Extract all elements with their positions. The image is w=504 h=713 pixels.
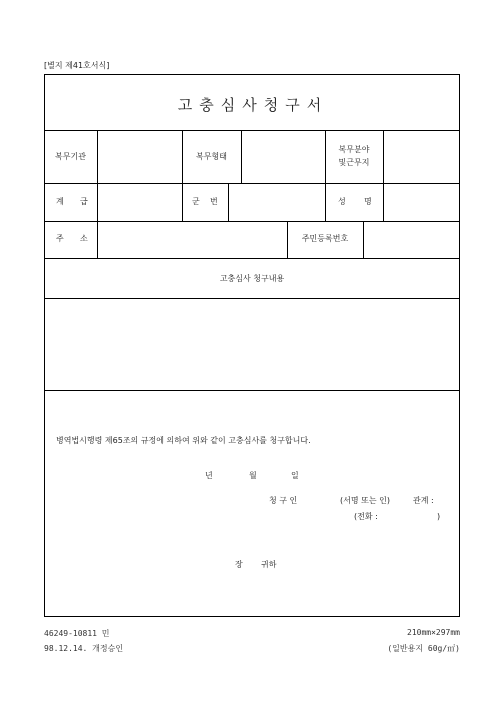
divider (44, 130, 460, 131)
divider (97, 130, 98, 183)
name-label: 성 (338, 197, 346, 206)
phone-label: (전화 : (354, 512, 378, 521)
divider (383, 183, 384, 221)
form-number-label: [별지 제41호서식] (44, 61, 110, 70)
divider (97, 183, 98, 221)
divider (97, 221, 98, 258)
divider (44, 298, 460, 299)
serial-number-label: 군 (192, 197, 200, 206)
service-field-label: 및근무지 (338, 158, 370, 167)
divider (182, 183, 183, 221)
date-month-label: 월 (249, 471, 257, 480)
address-label: 소 (80, 234, 88, 243)
divider (363, 221, 364, 258)
divider (325, 183, 326, 221)
divider (241, 130, 242, 183)
serial-number-label: 번 (210, 197, 218, 206)
divider (44, 183, 460, 184)
name-label: 명 (364, 197, 372, 206)
service-field-label: 복무분야 (338, 145, 370, 154)
relation-label: 관계 : (413, 496, 434, 505)
divider (44, 221, 460, 222)
agency-label: 복무기관 (55, 152, 86, 161)
complaint-content-header: 고충심사 청구내용 (219, 274, 285, 283)
divider (44, 258, 460, 259)
service-type-label: 복무형태 (196, 152, 227, 161)
phone-close: ) (437, 512, 441, 521)
approval-date: 98.12.14. 개정승인 (44, 644, 124, 653)
signature-label: (서명 또는 인) (340, 496, 390, 505)
paper-size: 210mm×297mm (407, 628, 460, 637)
applicant-label: 청 구 인 (269, 496, 298, 505)
resident-number-label: 주민등록번호 (301, 234, 349, 243)
request-statement: 병역법시행령 제65조의 규정에 의하여 위와 같이 고충심사를 청구합니다. (56, 436, 311, 445)
addressee-title: 장 (235, 560, 243, 569)
date-day-label: 일 (291, 471, 299, 480)
addressee-honorific: 귀하 (261, 560, 277, 569)
divider (383, 130, 384, 183)
divider (44, 390, 460, 391)
paper-weight: (일반용지 60g/㎡) (387, 644, 460, 653)
rank-label: 계 (56, 197, 64, 206)
divider (325, 130, 326, 183)
divider (228, 183, 229, 221)
date-year-label: 년 (205, 471, 213, 480)
form-frame (44, 74, 460, 617)
form-code: 46249-10811 민 (44, 629, 110, 638)
form-title: 고충심사청구서 (177, 96, 329, 114)
rank-label: 급 (80, 197, 88, 206)
address-label: 주 (56, 234, 64, 243)
